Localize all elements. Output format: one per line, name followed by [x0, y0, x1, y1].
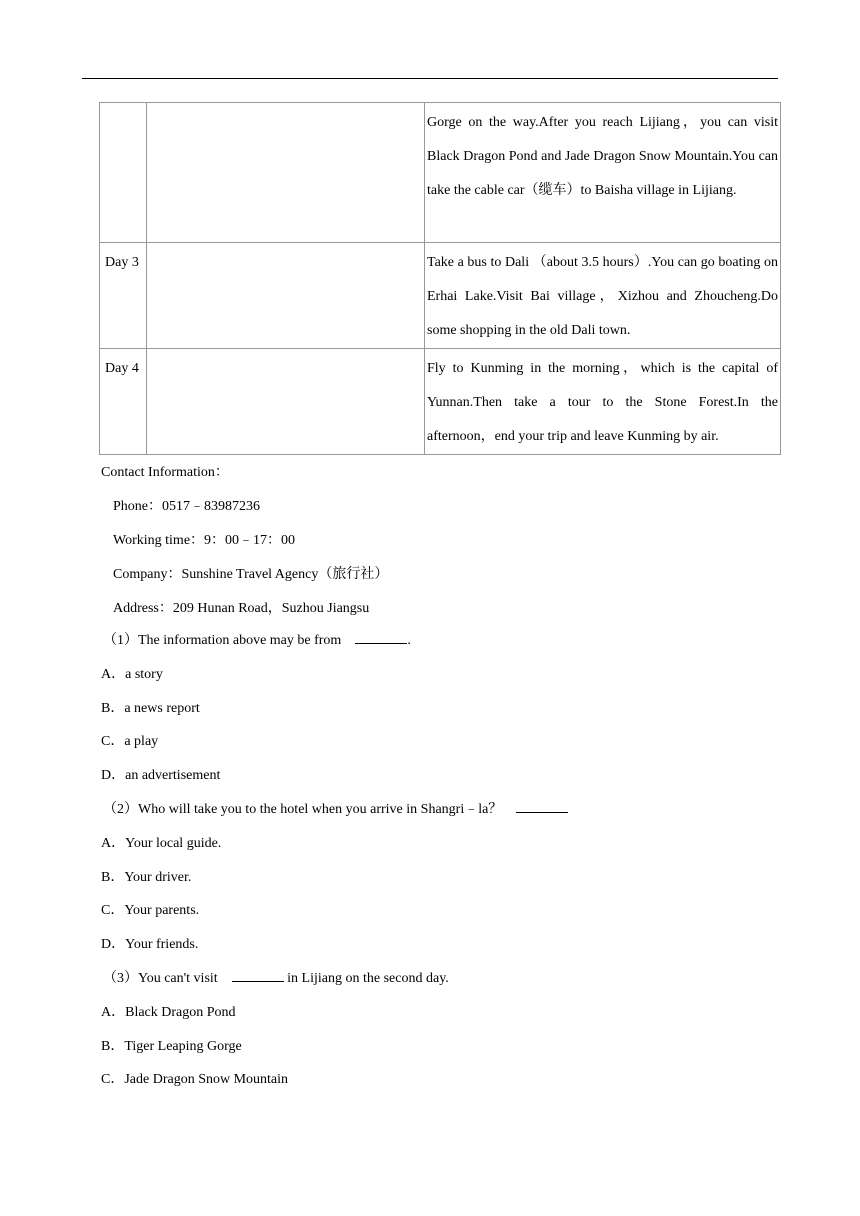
- header-rule: [82, 78, 778, 79]
- option-b[interactable]: B．Your driver.: [101, 869, 192, 885]
- answer-blank[interactable]: [232, 967, 284, 982]
- answer-blank[interactable]: [355, 629, 407, 644]
- option-c[interactable]: C．a play: [101, 734, 159, 750]
- contact-heading: Contact Information：: [101, 465, 229, 480]
- table-row: [100, 349, 781, 455]
- day-label: Day 4: [105, 361, 139, 376]
- day-cell: [100, 243, 147, 349]
- day-label: Day 3: [105, 255, 139, 270]
- option-a[interactable]: A．a story: [101, 666, 163, 682]
- description-cell: [425, 349, 781, 455]
- question-1: [101, 624, 791, 658]
- option-d[interactable]: D．an advertisement: [101, 768, 221, 784]
- question-stem: （1）The information above may be from: [103, 633, 342, 648]
- option-c[interactable]: C．Jade Dragon Snow Mountain: [101, 1072, 289, 1088]
- plan-cell: [147, 349, 425, 455]
- option-b[interactable]: B．a news report: [101, 700, 200, 716]
- itinerary-table: [99, 102, 781, 455]
- question-stem: （2）Who will take you to the hotel when you arrive in Shangri﹣la？: [103, 801, 503, 817]
- table-row: [100, 103, 781, 243]
- description-cell: [425, 243, 781, 349]
- option-d[interactable]: D．Your friends.: [101, 937, 199, 953]
- contact-phone: Phone：0517﹣83987236: [113, 499, 260, 514]
- question-2: [101, 793, 791, 827]
- plan-cell: [147, 103, 425, 243]
- contact-address: Address：209 Hunan Road，Suzhou Jiangsu: [113, 601, 370, 616]
- table-row: [100, 243, 781, 349]
- plan-cell: [147, 243, 425, 349]
- option-a[interactable]: A．Your local guide.: [101, 835, 222, 851]
- question-stem-end: in Lijiang on the second day.: [287, 970, 449, 986]
- contact-information: [101, 456, 791, 626]
- option-c[interactable]: C．Your parents.: [101, 903, 200, 919]
- day-cell: [100, 349, 147, 455]
- contact-working-time: Working time：9：00﹣17：00: [113, 533, 296, 548]
- description-text: Fly to Kunming in the morning，which is the capital of Yunnan.Then take a tour to the Stone Forest.In the afternoon，end your trip and leave Kunming by air.: [427, 361, 778, 444]
- contact-company: Company：Sunshine Travel Agency（旅行社）: [113, 567, 389, 582]
- question-3: [101, 962, 791, 996]
- question-stem: （3）You can't visit: [103, 970, 218, 986]
- description-text: Take a bus to Dali （about 3.5 hours）.You can go boating on Erhai Lake.Visit Bai village，Xizhou and Zhoucheng.Do some shopping in the old Dali town.: [427, 255, 778, 338]
- description-text: Gorge on the way.After you reach Lijiang，you can visit Black Dragon Pond and Jade Dragon Snow Mountain.You can take the cable car（缆车）to Baisha village in Lijiang.: [427, 115, 778, 198]
- answer-blank[interactable]: [516, 798, 568, 813]
- day-cell: [100, 103, 147, 243]
- questions: [101, 624, 791, 1097]
- option-b[interactable]: B．Tiger Leaping Gorge: [101, 1038, 242, 1054]
- description-cell: [425, 103, 781, 243]
- question-stem-end: .: [407, 633, 411, 648]
- option-a[interactable]: A．Black Dragon Pond: [101, 1004, 236, 1020]
